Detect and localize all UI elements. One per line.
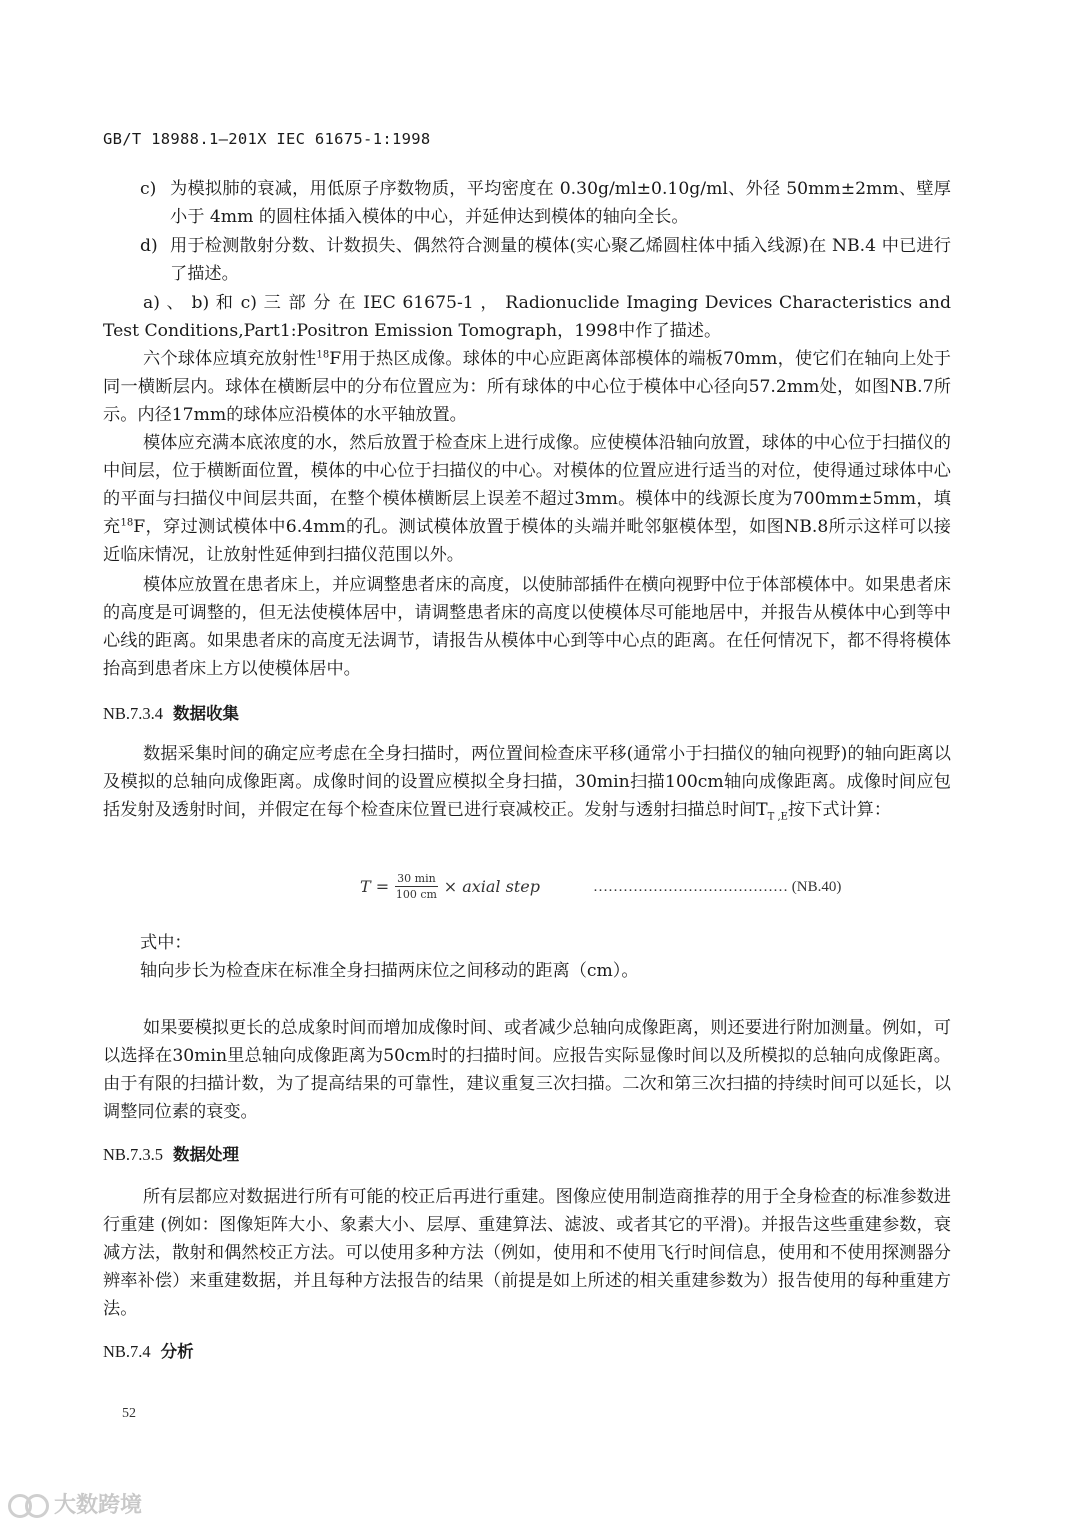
list-item-text: 为模拟肺的衰减，用低原子序数物质，平均密度在 0.30g/ml±0.10g/ml、外径 50mm±2mm、壁厚小于 4mm 的圆柱体插入模体的中心，并延伸达到模体的轴向全长。 — [170, 179, 951, 227]
formula-fraction — [395, 872, 438, 901]
list-item-label: d) — [140, 236, 158, 256]
document-header: GB/T 18988.1—201X IEC 61675-1:1998 — [103, 130, 431, 148]
paragraph-longer-imaging: 如果要模拟更长的总成象时间而增加成像时间、或者减少总轴向成像距离，则还要进行附加测量。例如，可以选择在30min里总轴向成像距离为50cm时的扫描时间。应报告实际显像时间以及所模拟的总轴向成像距离。由于有限的扫描计数，为了提高结果的可靠性，建议重复三次扫描。二次和第三次扫描的持续时间可以延长，以调整同位素的衰变。 — [103, 1018, 951, 1122]
section-number: NB.7.3.5 — [103, 1145, 164, 1164]
formula-nb40 — [360, 872, 540, 901]
text-run: 模体应充满本底浓度的水，然后放置于检查床上进行成像。应使模体沿轴向放置，球体的中心位于扫描仪的中间层，位于横断面位置，模体的中心位于扫描仪的中心。对模体的位置应进行适当的对位，使得通过球体中心的平面与扫描仪中间层共面，在整个模体横断层上误差不超过3mm。模体中的线源长度为700mm±5mm，填充 — [103, 433, 951, 537]
paragraph-abc-reference: a) 、 b) 和 c) 三 部 分 在 IEC 61675-1 ， Radionuclide Imaging Devices Characteristics and Test Conditions,Part1:Positron Emission Tomograph，1998中作了描述。 — [103, 293, 951, 341]
formula-reference-number: ………………………………… (NB.40) — [593, 879, 842, 895]
superscript: 18 — [316, 349, 330, 361]
text-run: 数据采集时间的确定应考虑在全身扫描时，两位置间检查床平移(通常小于扫描仪的轴向视野)的轴向距离以及模拟的总轴向成像距离。成像时间的设置应模拟全身扫描，30min扫描100cm轴向成像距离。成像时间应包括发射及透射时间，并假定在每个检查床位置已进行衰减校正。发射与透射扫描总时间T — [103, 744, 951, 820]
list-item-label: c) — [140, 179, 157, 199]
text-run: F，穿过测试模体中6.4mm的孔。测试模体放置于模体的头端并毗邻躯模体型，如图NB.8所示这样可以接近临床情况，让放射性延伸到扫描仪范围以外。 — [103, 517, 951, 565]
paragraph-phantom-fill — [103, 429, 951, 569]
paragraph-processing: 所有层都应对数据进行所有可能的校正后再进行重建。图像应使用制造商推荐的用于全身检查的标准参数进行重建 (例如：图像矩阵大小、象素大小、层厚、重建算法、滤波、或者其它的平滑)。并报告这些重建参数，衰减方法，散射和偶然校正方法。可以使用多种方法（例如，使用和不使用飞行时间信息，使用和不使用探测器分辨率补偿）来重建数据，并且每种方法报告的结果（前提是如上所述的相关重建参数为）报告使用的每种重建方法。 — [103, 1187, 951, 1319]
fraction-denominator: 100 cm — [395, 888, 437, 901]
list-item-d — [140, 232, 951, 288]
section-heading-nb74 — [103, 1338, 194, 1366]
watermark-text: 大数跨境 — [54, 1493, 143, 1518]
section-title: 数据处理 — [173, 1145, 240, 1164]
subscript: T ,E — [767, 811, 788, 823]
list-item-text: 用于检测散射分数、计数损失、偶然符合测量的模体(实心聚乙烯圆柱体中插入线源)在 NB.4 中已进行了描述。 — [170, 236, 951, 284]
list-item-c — [140, 175, 951, 231]
section-title: 分析 — [160, 1342, 194, 1361]
where-label: 式中： — [140, 933, 192, 953]
text-run: F用于热区成像。球体的中心应距离体部模体的端板70mm，使它们在轴向上处于同一横断层内。球体在横断层中的分布位置应为：所有球体的中心位于模体中心径向57.2mm处，如图NB.7所示。内径17mm的球体应沿模体的水平轴放置。 — [103, 349, 951, 425]
formula-lhs: T = — [360, 877, 390, 896]
section-number: NB.7.4 — [103, 1342, 151, 1361]
superscript: 18 — [120, 517, 134, 529]
where-definition: 轴向步长为检查床在标准全身扫描两床位之间移动的距离（cm）。 — [140, 961, 639, 981]
page-number: 52 — [122, 1406, 136, 1421]
watermark-logo-icon — [8, 1491, 48, 1517]
section-heading-nb735 — [103, 1141, 239, 1169]
section-title: 数据收集 — [173, 704, 240, 723]
paragraph-acquisition — [103, 740, 951, 824]
watermark — [8, 1488, 142, 1519]
formula-rhs: × axial step — [443, 877, 540, 896]
section-number: NB.7.3.4 — [103, 704, 164, 723]
text-run: 六个球体应填充放射性 — [143, 349, 317, 369]
text-run: 按下式计算： — [787, 800, 892, 820]
section-heading-nb734 — [103, 700, 239, 728]
paragraph-spheres — [103, 345, 951, 429]
fraction-numerator: 30 min — [397, 872, 436, 885]
paragraph-patient-bed: 模体应放置在患者床上，并应调整患者床的高度，以使肺部插件在横向视野中位于体部模体中。如果患者床的高度是可调整的，但无法使模体居中，请调整患者床的高度以使模体尽可能地居中，并报告从模体中心到等中心线的距离。如果患者床的高度无法调节，请报告从模体中心到等中心点的距离。在任何情况下，都不得将模体抬高到患者床上方以使模体居中。 — [103, 575, 951, 679]
